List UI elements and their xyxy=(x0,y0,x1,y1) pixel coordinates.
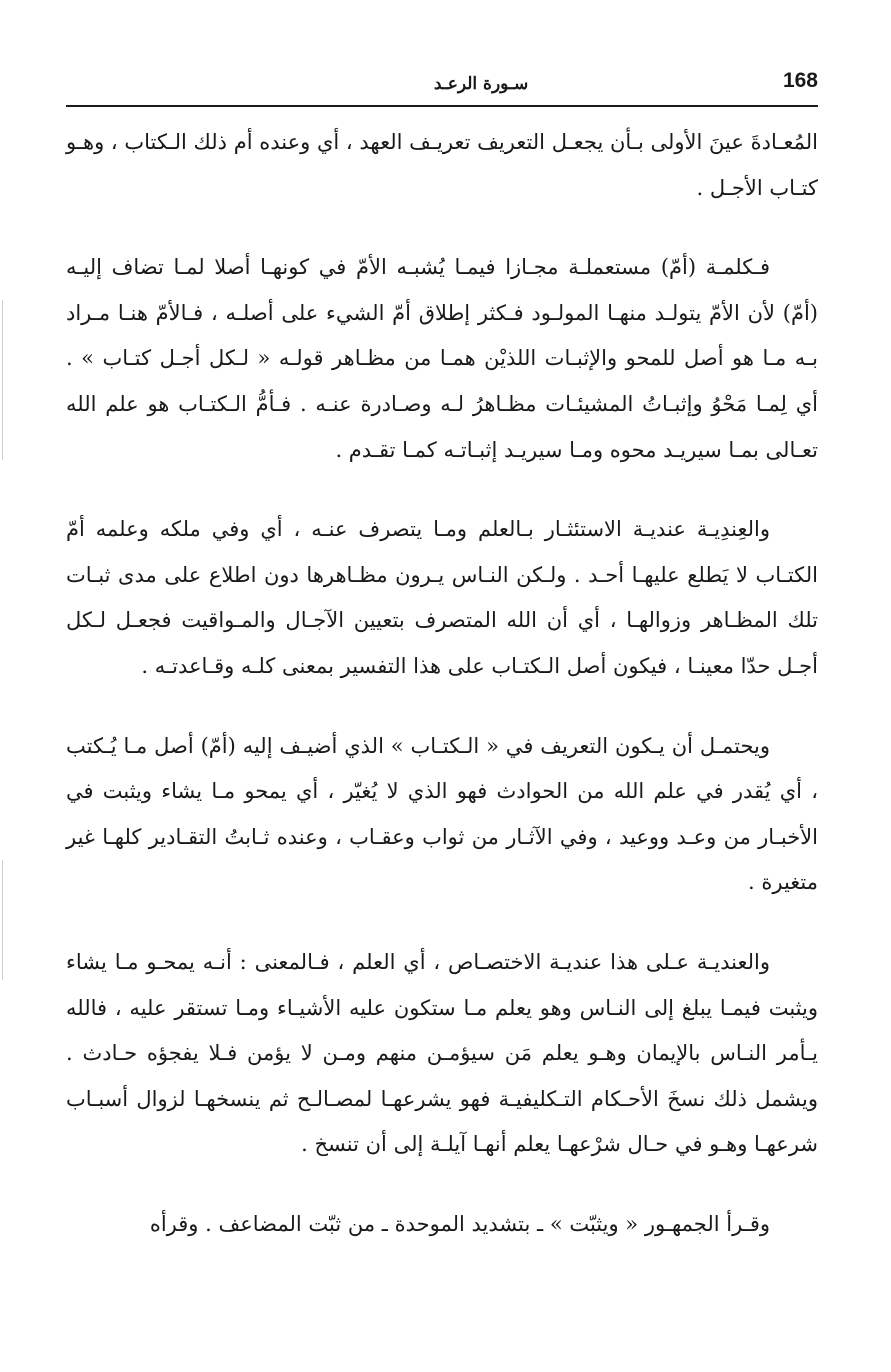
scan-edge-mark xyxy=(2,860,3,980)
paragraph: المُعـادةَ عينَ الأولى بـأن يجعـل التعريف تعريـف العهد ، أي وعنده أم ذلك الـكتاب ، وهـو كتـاب الأجـل . xyxy=(66,130,818,200)
running-title: سـورة الرعـد xyxy=(433,74,529,94)
page-number: 168 xyxy=(782,69,818,92)
paragraph: والعنديـة عـلى هذا عنديـة الاختصـاص ، أي العلم ، فـالمعنى : أنـه يمحـو مـا يشاء ويثبت فيمـا يبلغ إلى النـاس وهو يعلم مـا ستكون عليه الأشيـاء ومـا تستقر عليه ، فالله يـأمر النـاس بالإيمان وهـو يعلم مَن سيؤمـن منهم ومـن لا يؤمن فـلا يفجؤه حـادث . ويشمل ذلك نسخَ الأحـكام التـكليفيـة فهو يشرعهـا لمصـالـح ثم ينسخهـا لزوال أسبـاب شرعهـا وهـو في حـال شرْعهـا يعلم أنهـا آيلـة إلى أن تنسخ . xyxy=(66,949,818,1157)
paragraph: فـكلمـة (أمّ) مستعملـة مجـازا فيمـا يُشبـه الأمّ في كونهـا أصلا لمـا تضاف إليـه (أمّ) لأن الأمّ يتولـد منهـا المولـود فـكثر إطلاق أمّ الشيء على أصلـه ، فـالأمّ هنـا مـراد بـه مـا هو أصل للمحو والإثبـات اللذيْن همـا من مظـاهر قولـه « لـكل أجـل كتـاب » . أي لِمـا مَحْوُ وإثبـاتُ المشيئـات مظـاهرُ لـه وصـادرة عنـه . فـأمُّ الـكتـاب هو علم الله تعـالى بمـا سيريـد محوه ومـا سيريـد إثبـاتـه كمـا تقـدم . xyxy=(66,255,818,462)
page-header xyxy=(66,68,818,106)
header-rule xyxy=(66,105,818,107)
paragraph: ويحتمـل أن يـكون التعريف في « الـكتـاب » الذي أضيـف إليه (أمّ) أصل مـا يُـكتب ، أي يُقدر في علم الله من الحوادث فهو الذي لا يُغيّر ، أي يمحو مـا يشاء ويثبت في الأخبـار من وعـد ووعيد ، وفي الآثـار من ثواب وعقـاب ، وعنده ثـابتُ التقـادير كلهـا غير متغيرة . xyxy=(66,733,818,895)
paragraph: وقـرأ الجمهـور « ويثبّت » ـ بتشديد الموحدة ـ من ثبّت المضاعف . وقرأه xyxy=(149,1211,770,1236)
paragraph: والعِندِيـة عنديـة الاستئثـار بـالعلم ومـا يتصرف عنـه ، أي وفي ملكه وعلمه أمّ الكتـاب لا يَطلع عليهـا أحـد . ولـكن النـاس يـرون مظـاهرها دون اطلاع على مدى ثبـات تلك المظـاهر وزوالهـا ، أي أن الله المتصرف بتعيين الآجـال والمـواقيت فجعـل لـكل أجـل حدّا معينـا ، فيكون أصل الـكتـاب على هذا التفسير بمعنى كلـه وقـاعدتـه . xyxy=(66,517,818,678)
body-text xyxy=(66,120,818,1281)
scan-edge-mark xyxy=(2,300,3,460)
